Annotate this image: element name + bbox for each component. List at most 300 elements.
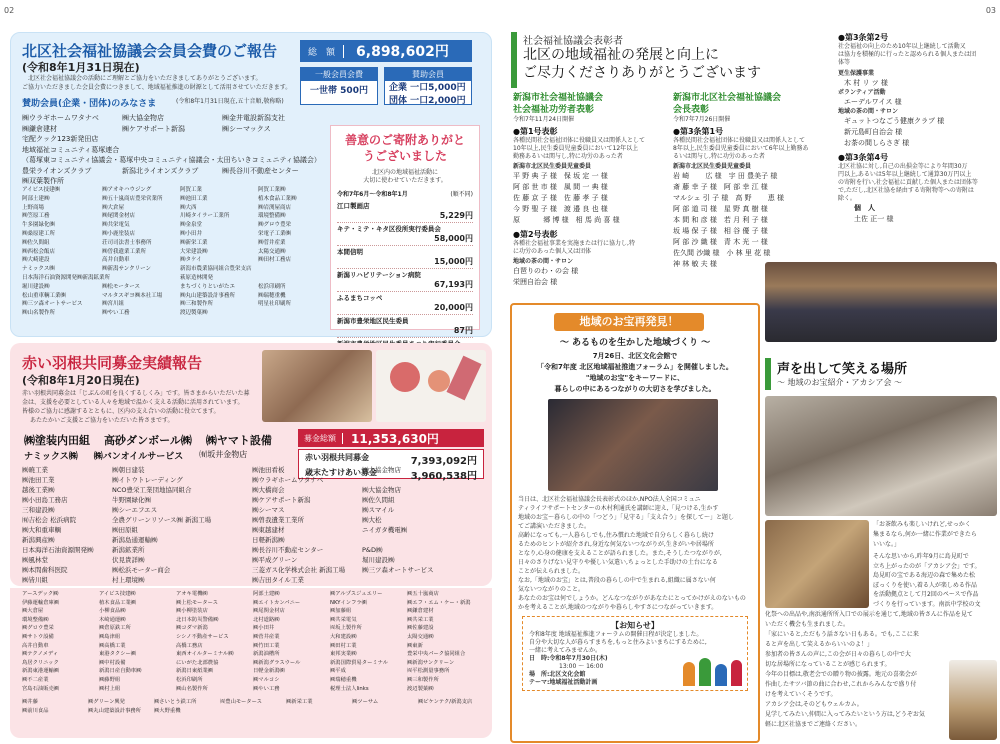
redfeather-name-cell — [220, 707, 286, 716]
redfeather-name-cell: 税理士法人links — [330, 685, 369, 692]
redfeather-name-cell: ㈱中村設備 — [99, 659, 126, 666]
red-feather-art-photo — [376, 350, 486, 422]
redfeather-name-cell: ㈱大野重機 — [154, 707, 181, 714]
treasure-body-line: ティライフサポートセンターの木村利通氏を講師に迎え,「見つける,生かす — [518, 505, 719, 512]
col3-name-f: 土佐 正一 様 — [854, 215, 894, 223]
redfeather-name-cell: ㈱ピケンテク/新潟支店 — [418, 699, 473, 705]
redfeather-name-cell: ㈱菅井産業 — [253, 633, 280, 640]
treasure-title: 地域のお宝再発見！ — [554, 313, 704, 331]
membership-date: (令和8年1月31日現在) — [22, 61, 140, 74]
membership-grid-cell: ㈱新潟サンクリーン — [102, 266, 152, 273]
redfeather-total-bar — [298, 429, 484, 447]
redfeather-name-cell: ㈱平成グリーン — [252, 556, 298, 564]
treasure-body-line: かを考えることが,地域のつながりや暮らしやすさにつながっていきます。 — [518, 604, 718, 611]
col3-desc2-5: 除く。 — [838, 195, 856, 202]
redfeather-name-cell: ㈱さいとう鉄工所 — [154, 699, 197, 705]
redfeather-name-cell: ㈱ツーサム — [352, 699, 379, 705]
membership-top-name: 地域福祉コミュニティ葛塚連合 — [22, 145, 120, 154]
col3-cat1: ●第3条第2号 — [838, 33, 889, 42]
membership-grid-cell — [258, 309, 327, 318]
redfeather-name-cell: ㈱大協金物店 — [362, 466, 401, 474]
laugh-body2-line: いただく機会も生まれました。 — [765, 621, 850, 628]
support-fee-row-1: 企業 一口5,000円 — [389, 83, 466, 93]
city-awardee-row: 今 野 聖 子 様 渡 邉 良 也 様 — [513, 205, 608, 213]
redfeather-name-cell: 豊栄中央パーク協同組合 — [407, 651, 466, 658]
support-fee-head: 賛助会員 — [385, 68, 471, 81]
ward-cat1-desc-1: 各種民間社会福祉団体に役職員又は関係人として — [673, 137, 806, 144]
col3-indiv: 個 人 — [854, 204, 875, 212]
treasure-body-line: 高齢になっても,一人暮らしでも,住み慣れた地域で自分らしく暮らし続け — [518, 532, 714, 539]
col3-name-d: 新元島町自治会 様 — [844, 128, 903, 136]
membership-grid-cell: 環境整備㈱ — [258, 213, 286, 220]
membership-grid-cell: 堀川建設㈱ — [22, 283, 50, 290]
award-column-3 — [838, 32, 996, 225]
membership-grid-cell: ㈱岩渕屋商店 — [258, 204, 292, 211]
notice-place-label: 場 所: — [529, 671, 550, 678]
redfeather-name-cell: ㈱瑞穂重機 — [330, 676, 357, 683]
membership-top-name: ㈱長谷川不動産センター — [222, 166, 299, 175]
redfeather-name-cell: ㈱田村工業 — [330, 642, 357, 649]
redfeather-name-cell: ㈱不二産業 — [22, 676, 49, 683]
redfeather-name-cell: ㈱池田看板 — [252, 466, 285, 474]
treasure-body — [512, 491, 758, 612]
laugh-body2-line: 軽に北区社協までご連絡ください。 — [765, 721, 862, 728]
membership-grid-cell: ㈱大西 — [180, 204, 197, 211]
redfeather-name-cell — [286, 707, 352, 716]
laugh-body1-line: づくりを行っています。南浜中学校の文 — [873, 600, 981, 608]
redfeather-name-cell: 牛野園緑化㈱ — [112, 496, 151, 504]
donation-title-text: 善意のご寄附ありがとうございました — [345, 133, 466, 163]
membership-top-name: 豊栄ライオンズクラブ — [22, 166, 92, 175]
membership-grid-cell: 高井自動車 — [102, 257, 130, 264]
membership-grid-cell: ㈱菅井産業 — [258, 239, 286, 246]
membership-top-name: （葛塚東コミュニティ協議会・葛塚中央コミュニティ協議会・太田ちいきコミュニティ協議会） — [22, 156, 321, 164]
membership-grid-cell: 牛多園緑化㈱ — [22, 222, 56, 229]
membership-top-name — [202, 145, 262, 156]
treasure-body-line: 当日は、北区社会福祉協議会長表彰式のほか,NPO法人全国コミュニ — [518, 496, 701, 503]
laugh-body2-line: アカシア会は,そのどもウェルカム。 — [765, 701, 863, 708]
city-cat1-desc-2: 10年以上,民生委員児童委員において12年以上 — [513, 145, 639, 152]
redfeather-name-cell: ㈱井藤 — [22, 699, 38, 705]
redfeather-name-cell: ㈱佐藤建設 — [407, 625, 434, 632]
yearend-label: 歳末たすけあい募金 — [305, 468, 377, 477]
city-cat2: ●第2号表彰 — [513, 230, 558, 239]
redfeather-name-cell: ㈱本間歯科医院 — [22, 566, 68, 574]
donation-row — [337, 223, 473, 246]
col3-desc2-4: で,ただし,北区社協を経由する寄附物等への寄附は — [838, 187, 974, 194]
laugh-body1-line: を活動拠点として月2回のペースで作品 — [873, 591, 979, 598]
laugh-title: 声を出して笑える場所 — [777, 362, 908, 377]
membership-grid-cell: 太陽交通㈱ — [258, 248, 286, 255]
redfeather-name-cell — [362, 535, 484, 545]
redfeather-name-cell: 北日本防災警備㈱ — [176, 616, 219, 623]
redfeather-name-cell: ㈱佐久間組 — [362, 496, 395, 504]
membership-top-name: ㈱金井電設新潟支社 — [222, 114, 285, 122]
ward-awardee-row: マルシェ 引 子 様 高 野 恵 様 — [673, 194, 785, 202]
redfeather-name-cell: 新潟日東紙業㈱ — [176, 668, 214, 675]
redfeather-name-cell: ㈱倉原鉄工所 — [99, 625, 131, 632]
col3-name-e: お茶の間しらさぎ 様 — [844, 139, 910, 147]
redfeather-name-cell: ㈱コダマ新潟 — [176, 625, 208, 632]
membership-grid-cell: 植木食品工業㈱ — [258, 195, 297, 202]
membership-top-name — [262, 176, 322, 187]
donation-desc-1: 北区内の地域福祉活動に — [371, 169, 438, 176]
membership-top-row — [22, 113, 322, 124]
membership-grid-cell: 日本海洋石油資源開発㈱新潟鉱業所 — [22, 274, 111, 281]
ward-sub1: 新潟市北区民生委員児童委員 — [673, 163, 752, 170]
redfund-value: 7,393,092円 — [410, 456, 477, 467]
laugh-body-2 — [765, 610, 973, 730]
col3-sub-a: 更生保護事業 — [838, 70, 875, 77]
membership-grid-cell: ㈱共栄電気 — [102, 222, 130, 229]
redfeather-name-cell: ニイガタ機電㈱ — [362, 526, 408, 534]
membership-grid-cell — [102, 274, 180, 283]
redfeather-names-3 — [22, 698, 484, 715]
redfeather-name-cell: 新潟日産自動車㈱ — [99, 668, 142, 675]
city-cat1: ●第1号表彰 — [513, 127, 558, 136]
redfeather-name-cell: 新潟東港運輸㈱ — [22, 668, 60, 675]
city-award-column — [513, 92, 668, 288]
laugh-body2-line: 見学してみたい,仲間に入ってみたいという方は,どうぞお気 — [765, 711, 925, 718]
col3-desc1-1: 社会福祉の向上のため10年以上継続して活動又 — [838, 43, 966, 50]
city-cat1-desc-3: 勤務あるいは関与し,特に功労のあった者 — [513, 153, 623, 160]
notice-theme: 地域福祉活動計画 — [549, 679, 598, 686]
redfeather-name-cell: ㈱小田井 — [253, 625, 275, 632]
treasure-body-line: 気ないつながりのこと。 — [518, 586, 585, 593]
acacia-group-photo — [765, 396, 997, 516]
membership-grid-cell: ㈱瑞穂重機 — [258, 292, 286, 299]
redfeather-big-names — [24, 432, 272, 448]
donation-donor: 新潟リハビリテーション病院 — [337, 271, 421, 279]
redfeather-name-cell: 三和建設㈱ — [22, 506, 55, 514]
ward-awardee-row: 岩 崎 広 様 宇 田 豊美子 様 — [673, 172, 778, 180]
membership-grid-cell: 新潟市農業協同組合豊栄支店 — [180, 266, 252, 273]
redfeather-name-cell: ㈱加藤組 — [330, 608, 352, 615]
redfeather-thanks: あたたかいご支援とご協力をいただいた皆さまです。 — [30, 417, 174, 424]
redfeather-name-cell: ㈱エフ・エム・ケー・新潟 — [407, 599, 471, 606]
ward-awardee-row: 阿 部 道 司 様 星 野 真 樹 様 — [673, 205, 768, 213]
ward-awardee-row: 斎 藤 幸 子 様 阿 部 幸 江 様 — [673, 183, 768, 191]
redfeather-med-name-3: ㈲坂井金物店 — [199, 450, 248, 459]
donation-row — [337, 269, 473, 292]
redfeather-name-cell: 新潟油槽所 — [253, 651, 280, 658]
redfeather-name-cell: ㈱村上組 — [99, 685, 121, 692]
redfeather-name-cell — [352, 707, 418, 716]
right-page — [503, 0, 1000, 744]
redfeather-name-cell: ㈱吉田タイル工業 — [252, 576, 304, 584]
membership-grid-cell: マルタスギヨ㈱本社工場 — [102, 292, 163, 299]
membership-grid-cell: 上野商場 — [22, 204, 45, 211]
membership-grid-cell: ㈱佐久間組 — [22, 239, 50, 246]
redfeather-name-cell: NKYインフラ㈱ — [330, 599, 367, 606]
treasure-lead-3: "地域のお宝"をキーワードに、 — [585, 374, 685, 382]
ward-awardee-row: 佐久間 沙織 様 小 林 里 花 様 — [673, 249, 771, 257]
redfeather-name-cell: 太陽交通㈱ — [407, 633, 434, 640]
membership-grid-cell: 荘司司法書士事務所 — [102, 239, 152, 246]
redfeather-name-cell: 高井自動車 — [22, 642, 49, 649]
membership-grid-cell: ㈱三ツ森オートサービス — [22, 301, 83, 308]
membership-grid-cell: 栄電子工業㈱ — [258, 230, 292, 237]
redfeather-intro-3: 皆様のご協力に感謝するとともに、区内の支え合いの活動に役立てます。 — [22, 408, 220, 415]
membership-top-row — [22, 166, 322, 177]
membership-top-name: 宅配クック123新発田店 — [22, 135, 99, 143]
redfeather-name-cell: ㈱風林堂 — [22, 556, 48, 564]
general-fee-head: 一般会員会費 — [301, 68, 377, 81]
city-awardee-row: 原 郷 博 様 相 馬 尚 喜 様 — [513, 216, 620, 224]
ward-award-h1: 新潟市北区社会福祉協議会 — [673, 93, 782, 103]
treasure-body-line: あなたのお宝は何でしょうか。どんなつながりがあなたにとってかけがえのないもの — [518, 595, 746, 602]
redfeather-name-cell: 伊藤運輸倉庫㈱ — [22, 599, 60, 606]
treasure-body-line: るためのヒントが紹介され,身近な何気ないつながりが,生きがいや居場所 — [518, 541, 714, 548]
membership-intro-1: 北区社会福祉協議会の活動にご理解とご協力をいただきましてありがとうございます。 — [28, 75, 262, 82]
membership-top-row — [22, 155, 322, 166]
treasure-lead-4: 暮らしの中にあるつながりの大切さを学びました。 — [554, 385, 716, 393]
redfeather-name-cell: ㈱皆川組 — [22, 576, 48, 584]
notice-body-2: 自分や大切な人が暮らすまちを,もっと住みよいまちにするために, — [529, 639, 707, 646]
col3-desc1-2: は協力を積極的に行ったと認められる個人または団 — [838, 51, 977, 58]
redfeather-name-cell: 日軽新潟㈱ — [252, 536, 285, 544]
notice-box — [522, 616, 748, 691]
laugh-body1-line: そんな思いから,昨年9月に島見町で — [873, 553, 969, 560]
membership-top-name: 新潟北ライオンズクラブ — [122, 166, 199, 175]
redfeather-name-cell: 新潟鉱業所 — [112, 546, 145, 554]
laugh-quote-2: 集まるなら,何か一緒に作業ができたら — [873, 531, 977, 538]
membership-grid-cell: ㈱グロウ豊栄 — [258, 222, 292, 229]
redfeather-name-cell: ㈱鎌倉建材 — [407, 608, 434, 615]
redfeather-name-cell: ㈱三ツ森オートサービス — [362, 566, 434, 574]
redfeather-name-cell: ㈱山名製作所 — [176, 685, 208, 692]
ward-award-column — [673, 92, 833, 270]
redfeather-total-label: 募金総額 — [298, 433, 343, 444]
laugh-body2-line: けを考えていくそうです。 — [765, 691, 837, 698]
col3-name-a: 木 村 リ ツ 様 — [844, 79, 888, 87]
laugh-body2-line: 「家にいると,ただもう話さない日もある。でも,ここに来 — [765, 631, 919, 638]
ward-award-h2: 会長表彰 — [673, 105, 710, 115]
page-number-right: 03 — [985, 6, 996, 15]
award-title-line-1: 北区の地域福祉の発展と向上に — [523, 47, 719, 63]
laugh-body2-line: 化祭への出品や,南浜通所所入口での展示を通じて,地域の皆さんに作品を見て — [765, 611, 973, 618]
membership-grid-cell: 阿賀工業 — [180, 187, 203, 193]
support-fee-box — [384, 67, 472, 105]
donation-row — [337, 292, 473, 315]
redfeather-name-cell — [362, 575, 484, 585]
laugh-body2-line: 切な居場所になっていることが感じられます。 — [765, 661, 891, 668]
membership-grid-cell: ㈱新栄工業 — [180, 239, 208, 246]
redfeather-med-name-1: ナミックス㈱ — [24, 452, 78, 462]
donation-title — [331, 132, 479, 164]
redfeather-name-cell: ㈲吉松会 松浜病院 — [22, 516, 77, 524]
redfeather-name-cell: NCO豊栄工業団地協同組合 — [112, 486, 192, 494]
donation-amount: 58,000円 — [434, 234, 473, 243]
treasure-body-line: 地域のお宝～暮らしの中の「つどう」「見守る」「支え合う」を探して～」と題し — [518, 514, 735, 521]
redfeather-name-cell: ㈱大倉屋 — [22, 608, 44, 615]
redfeather-name-cell: 全農グリーンリソース㈱ 新潟工場 — [112, 516, 212, 524]
membership-thanks: 賛助会員(企業・団体)のみなさま — [22, 99, 157, 109]
redfeather-name-cell: ㈱共栄工業 — [407, 616, 434, 623]
membership-grid-cell: ㈱笠原工務 — [22, 213, 50, 220]
laugh-quote-1: 「お茶飲みも楽しいけれど,せっかく — [873, 521, 971, 528]
redfeather-names-2 — [22, 590, 484, 693]
redfeather-name-cell: 新潟島通運輸㈱ — [112, 536, 158, 544]
laugh-body1-line: ぼっくりを使い,着る人が楽しめる作品 — [873, 581, 977, 589]
redfeather-name-cell: 大和建設㈱ — [330, 633, 357, 640]
membership-grid-cell: 川崎タイラー工業所 — [180, 213, 230, 220]
redfeather-name-cell — [418, 707, 484, 716]
donation-amount: 5,229円 — [439, 211, 473, 220]
redfeather-name-cell: ㈱平成 — [330, 668, 346, 675]
membership-top-names — [22, 113, 322, 187]
forum-photo — [548, 399, 718, 491]
redfund-label: 赤い羽根共同募金 — [305, 453, 369, 462]
redfeather-name-cell: ㈱朝日建装 — [112, 466, 145, 474]
redfeather-name-cell — [362, 475, 484, 485]
redfeather-name-cell: ㈱新潟グラスウール — [253, 659, 301, 666]
treasure-subtitle: ～ あるものを生かした地域づくり ～ — [559, 338, 711, 348]
redfeather-name-cell: ㈱竹田工業 — [253, 642, 280, 649]
redfeather-name-cell: ㈱池田工業 — [22, 476, 55, 484]
redfeather-name-cell: 木崎通運㈱ — [99, 616, 126, 623]
laugh-body2-line: ると声を出して笑えるからいいのよ！」 — [765, 641, 874, 648]
col3-name-b: エーデルワイス 様 — [844, 98, 902, 106]
redfeather-name-cell: ㈱グロウ豊栄 — [22, 625, 54, 632]
redfeather-name-cell: 日本海洋石油資源開発㈱ — [22, 546, 94, 554]
redfeather-med-name-2: ㈱バンオイルサービス — [93, 452, 184, 462]
membership-thanks-note: (令和8年1月31日現在,五十音順,敬称略) — [176, 98, 284, 105]
membership-grid-cell: アイビス技建㈱ — [22, 187, 61, 193]
redfeather-name-cell: ㈲坂上製作所 — [330, 625, 362, 632]
redfeather-name-cell: ㈱曽我遺業工業所 — [252, 516, 304, 524]
redfeather-name-cell: ㈱エイトカンパニー — [253, 599, 301, 606]
donation-period: 令和7年6月～令和8年1月 — [337, 191, 408, 198]
donation-row — [337, 315, 473, 338]
ward-cat1: ●第3条第1号 — [673, 127, 724, 136]
redfeather-name-cell: P&D㈱ — [362, 546, 383, 554]
city-sub1: 新潟市北区民生委員児童委員 — [513, 163, 592, 170]
notice-date-label: 日 時: — [529, 655, 550, 662]
redfeather-name-cell: ㈲豊山モータース — [220, 699, 262, 705]
donation-rows — [331, 200, 479, 361]
membership-grid-cell: ㈱曽我遺業工業所 — [102, 248, 147, 255]
award-title — [523, 46, 761, 82]
notice-body-1: 令和8年度 地域福祉推進フォーラムの開催日程が決定しました。 — [529, 631, 703, 638]
membership-grid-cell: ㈱西松会飯店 — [22, 248, 56, 255]
redfeather-name-cell: ㈱新栄工業 — [286, 699, 313, 705]
membership-top-name: ㈱大協金物店 — [122, 114, 164, 122]
col3-desc2-3: の寄附を行い,社会福祉に貢献した個人または団体等 — [838, 179, 978, 186]
redfeather-name-cell: ㈱松浜モーター商会 — [112, 566, 171, 574]
membership-top-name: ㈱ウラギホームワタナベ — [22, 114, 99, 122]
membership-top-row — [22, 145, 322, 156]
redfeather-name-cell: ㈱グリーン興発 — [88, 699, 125, 705]
membership-grid-cell — [258, 274, 327, 283]
notice-body-3: 一緒に考えてみませんか。 — [529, 647, 602, 654]
wreath-craft-photo — [949, 660, 997, 740]
treasure-lead — [512, 351, 758, 395]
col3-name-c: ギュットつなごう健康クラブ 様 — [844, 117, 945, 125]
redfeather-name-cell: 堀川建設㈱ — [362, 556, 395, 564]
redfeather-name-cell: ㈱島津組 — [99, 633, 121, 640]
redfeather-name-cell: アオキ電機㈱ — [176, 591, 208, 597]
membership-grid-cell: ㈱小鹿塗装店 — [102, 230, 136, 237]
redfeather-name-cell: ㈱新潟サンクリーン — [407, 659, 455, 666]
notice-date: 令和8年7月30日(木) — [549, 655, 608, 662]
membership-grid-cell: ㈱アオキハウジング — [102, 187, 152, 193]
city-cat1-desc-1: 各種民間社会福祉団体に役職員又は関係人として — [513, 137, 646, 144]
general-fee-box — [300, 67, 378, 105]
redfeather-name-cell: ㈱スマイル — [362, 506, 395, 514]
laugh-subtitle: ～ 地域のお宝紹介・アカシア会 ～ — [777, 378, 903, 387]
redfeather-name-cell: ㈱やい工務 — [253, 685, 280, 692]
ward-awardee-row: 阿 部 沙 織 様 青 木 光 一 様 — [673, 238, 768, 246]
ward-awardee-row: 坂 場 保 子 様 相 谷 優 子 様 — [673, 227, 768, 235]
city-awardee-row: 平 野 典 子 様 保 坂 定 一 様 — [513, 172, 608, 180]
redfeather-name-cell: ㈲平松測量事務所 — [407, 668, 450, 675]
col3-desc2-2: 円以上,あるいは5年以上継続して通算30万円以上 — [838, 171, 972, 178]
redfeather-name-cell: 新潟興産㈱ — [22, 536, 55, 544]
donation-desc-2: 大切に使わせていただきます。 — [363, 177, 447, 184]
membership-top-name: ㈱双葉製作所 — [22, 177, 64, 185]
redfeather-name-cell: 三菱ガス化学株式会社 新潟工場 — [252, 566, 346, 574]
membership-grid-cell: ㈱大崎建設 — [22, 257, 50, 264]
notice-place: 北区文化会館 — [549, 671, 586, 678]
redfeather-name-cell: ㈱大橋商会 — [252, 486, 285, 494]
notice-time: 13:00 ～ 16:00 — [559, 663, 604, 670]
redfeather-name-cell: ㈱マルコシ — [253, 676, 280, 683]
redfeather-name-cell: ㈱大協金物店 — [362, 486, 401, 494]
membership-grid-cell: 渡辺製菓㈱ — [180, 310, 208, 317]
membership-top-name — [262, 145, 322, 156]
redfeather-name-cell: ㈱共栄電気 — [330, 616, 357, 623]
redfeather-name-cell: ㈱前川食品 — [22, 707, 49, 714]
redfeather-name-cell: にいがた北部農協 — [176, 659, 219, 666]
membership-grid-cell: ㈱田村工務店 — [258, 257, 292, 264]
ward-names-1 — [673, 171, 833, 270]
redfeather-name-cell: アイビス技建㈱ — [99, 591, 136, 597]
treasure-body-line: 日々のさりげない見守りや優しい気遣い,ちょっとした手助けの土台になる — [518, 559, 718, 566]
page-number-left: 02 — [4, 6, 15, 15]
membership-top-row — [22, 176, 322, 187]
treasure-body-line: ことが伝えられました。 — [518, 568, 585, 575]
yearend-value: 3,960,538円 — [410, 471, 477, 482]
award-title-line-2: ご尽力くださりありがとうございます — [523, 65, 761, 81]
redfeather-name-cell: ㈱イトウトレーディング — [112, 476, 183, 484]
membership-grid-cell: ㈱池田工業 — [180, 195, 208, 202]
membership-grid-cell: ㈱尾関金材店 — [102, 213, 136, 220]
city-name2-2: 栄囲自治会 様 — [513, 278, 558, 286]
redfeather-name-cell: ㈱大松 — [362, 516, 382, 524]
membership-top-name — [262, 134, 322, 145]
donation-period-note: (順不同) — [450, 191, 473, 198]
membership-grid-cell: ナミックス㈱ — [22, 266, 55, 273]
membership-top-name: ㈱鎌倉建材 — [22, 124, 57, 133]
support-fee-row-2: 団体 一口2,000円 — [389, 96, 466, 106]
membership-top-row — [22, 124, 322, 135]
redfeather-name-cell: 鳥居クリニック — [22, 659, 59, 666]
notice-theme-label: テーマ: — [529, 679, 550, 686]
treasure-body-line: なお,「地域のお宝」とは,普段の暮らしの中で生まれる,組織に属さない何 — [518, 577, 716, 584]
redfeather-name-cell: 小柳食品㈱ — [99, 608, 126, 615]
redfeather-name-cell: ㈱アルプスジュエリー — [330, 591, 383, 597]
membership-intro-2: ご協力いただきました会員会費につきまして、地域福祉推進の財源として活用させていただきます。 — [22, 84, 292, 91]
membership-top-name — [202, 176, 262, 187]
membership-grid-cell: ㈱小田井 — [180, 230, 203, 237]
redfeather-name-cell: ㈱サトウ設備 — [22, 633, 54, 640]
redfeather-name-cell: ㈱暁工業 — [22, 466, 48, 474]
redfeather-name-cell: 東西オイルターミナル㈱ — [176, 651, 234, 658]
membership-grid-cell: ㈱タケイ — [180, 257, 202, 264]
city-award-h2: 社会福祉功労者表彰 — [513, 105, 595, 115]
donation-donor: 本間信明 — [337, 248, 363, 256]
